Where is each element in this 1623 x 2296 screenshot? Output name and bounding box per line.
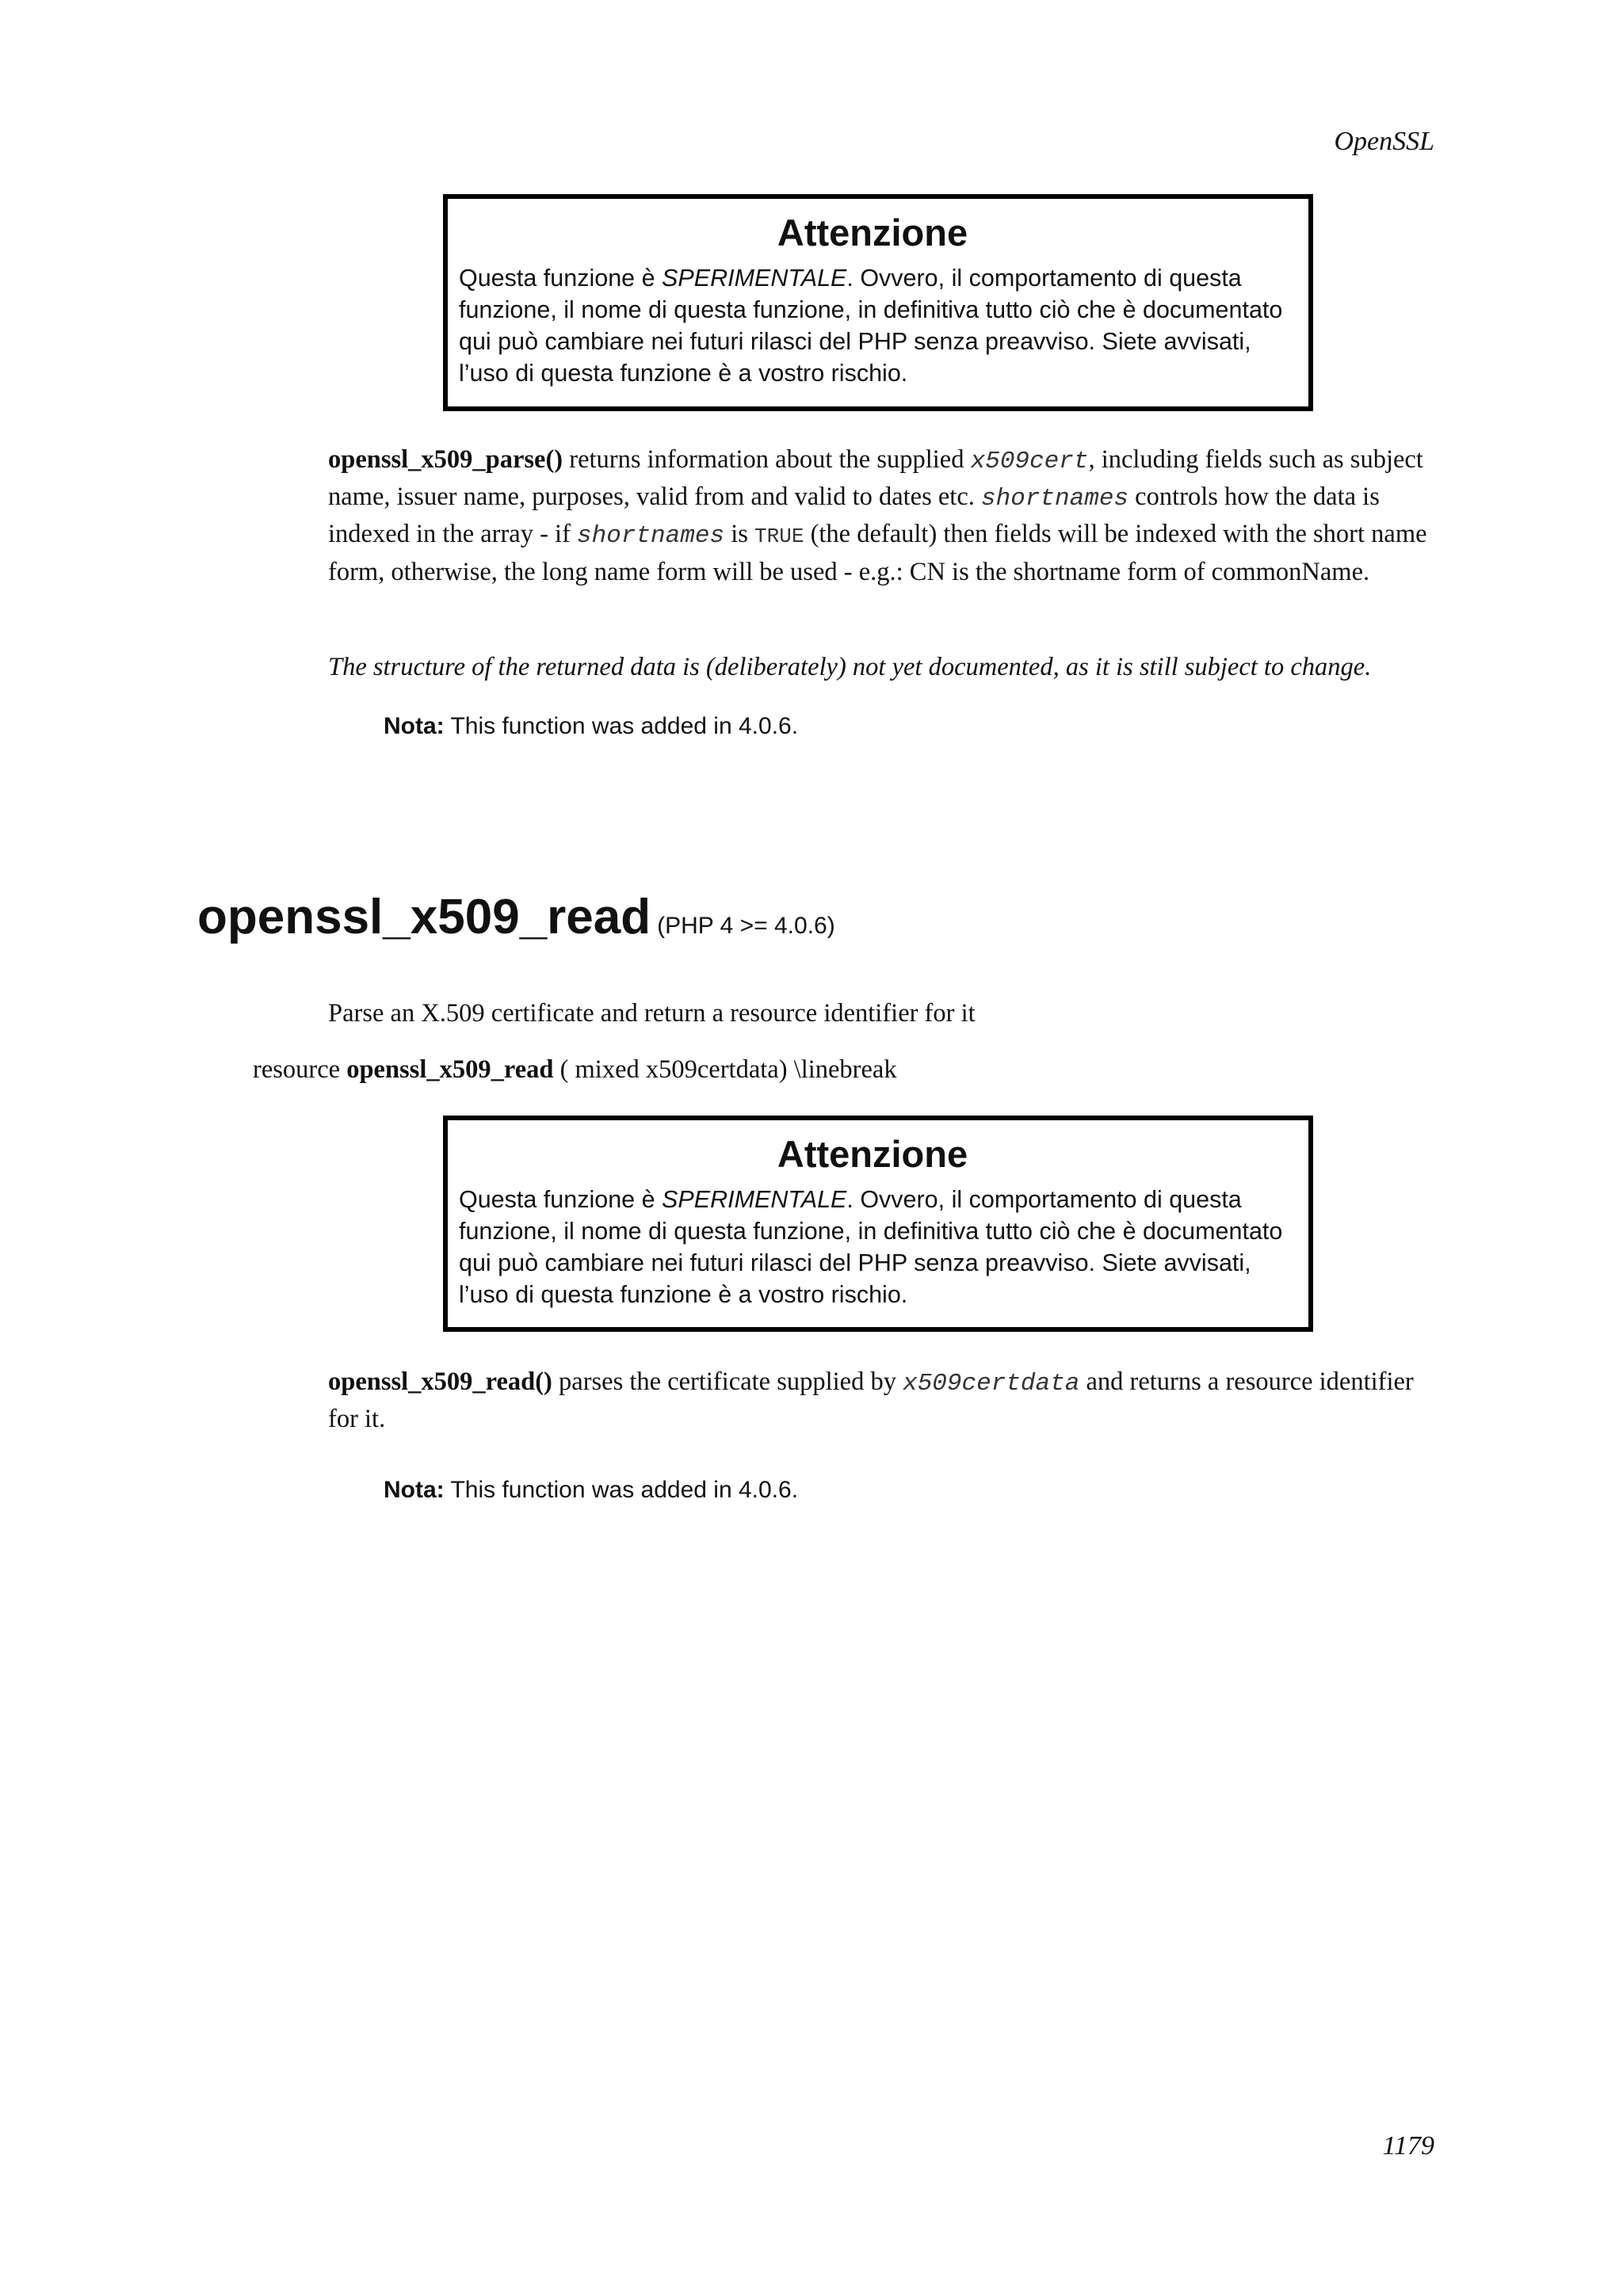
function-synopsis: resource openssl_x509_read ( mixed x509certdata) \linebreak (253, 1055, 897, 1084)
parameter-x509cert: x509cert (970, 448, 1089, 475)
function-purpose: Parse an X.509 certificate and return a resource identifier for it (328, 999, 976, 1028)
warning-title: Attenzione (777, 212, 968, 254)
parameter-x509certdata: x509certdata (903, 1370, 1080, 1398)
function-heading (197, 889, 835, 945)
warning-emphasis: SPERIMENTALE (662, 265, 847, 292)
parse-description: openssl_x509_parse() returns information about the supplied x509cert, including fields such as subject name, issuer name, purposes, valid from and valid to dates etc. shortnames controls how the data is indexed in the array - if shortnames is TRUE (the default) then fields will be indexed with the short name form, otherwise, the long name form will be used - e.g.: CN is the shortname form of commonName. (328, 445, 1427, 586)
function-reference: openssl_x509_read() (328, 1367, 552, 1396)
structure-note: The structure of the returned data is (deliberately) not yet documented, as it is still subject to change. (328, 653, 1372, 681)
version-note: Nota: This function was added in 4.0.6. (384, 713, 799, 739)
function-title: openssl_x509_read (197, 890, 651, 944)
version-note: Nota: This function was added in 4.0.6. (384, 1477, 799, 1503)
synopsis-function-name: openssl_x509_read (346, 1055, 554, 1084)
note-label: Nota: (384, 1477, 445, 1503)
experimental-warning-box (443, 194, 1313, 411)
running-header: OpenSSL (1334, 127, 1434, 156)
experimental-warning-box (443, 1116, 1313, 1332)
page-number: 1179 (1382, 2131, 1434, 2161)
parameter-shortnames: shortnames (981, 485, 1129, 513)
read-description: openssl_x509_read() parses the certificate supplied by x509certdata and returns a resource identifier for it. (328, 1367, 1414, 1433)
parameter-shortnames: shortnames (577, 522, 725, 550)
warning-text: Questa funzione è SPERIMENTALE. Ovvero, il comportamento di questa funzione, il nome di questa funzione, in definitiva tutto ciò che è documentato qui può cambiare nei futuri rilasci del PHP senza preavviso. Siete avvisati, l’uso di questa funzione è a vostro rischio. (459, 265, 1283, 387)
function-reference: openssl_x509_parse() (328, 445, 563, 474)
warning-emphasis: SPERIMENTALE (662, 1186, 847, 1213)
php-version: (PHP 4 >= 4.0.6) (657, 913, 835, 939)
warning-text: Questa funzione è SPERIMENTALE. Ovvero, il comportamento di questa funzione, il nome di questa funzione, in definitiva tutto ciò che è documentato qui può cambiare nei futuri rilasci del PHP senza preavviso. Siete avvisati, l’uso di questa funzione è a vostro rischio. (459, 1186, 1283, 1308)
warning-title: Attenzione (777, 1133, 968, 1175)
constant-true: TRUE (754, 524, 804, 548)
note-label: Nota: (384, 713, 445, 739)
